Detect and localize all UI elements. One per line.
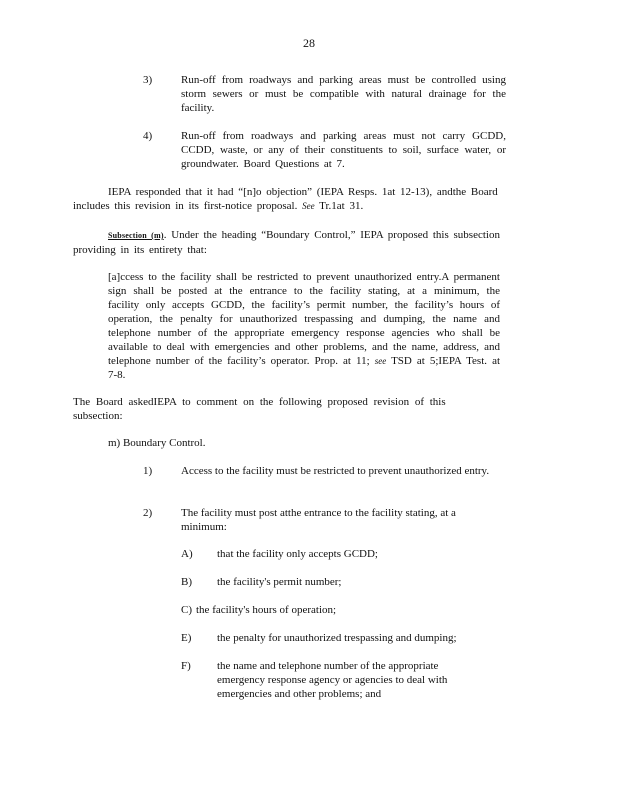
sub-item-text: the name and telephone number of the appropriate emergency response agency or agencies to deal with emergencies and other problems; and bbox=[217, 660, 448, 700]
citation-signal: See bbox=[302, 201, 315, 211]
paragraph-text: IEPA responded that it had “[n]o objection” (IEPA Resps. 1at 12-13), andthe Board includes this revision in its first-notice proposal. bbox=[73, 186, 498, 212]
paragraph-board-asked: The Board askedIEPA to comment on the following proposed revision of this subsection: bbox=[73, 396, 446, 422]
list-item-number: 2) bbox=[143, 507, 153, 519]
sub-item-number: C) bbox=[181, 604, 192, 616]
list-item-number: 4) bbox=[143, 130, 153, 142]
list-item-text: Run-off from roadways and parking areas must be controlled using storm sewers or must be compatible with natural drainage for the facility. bbox=[181, 74, 506, 114]
citation-signal: see bbox=[374, 356, 387, 366]
sub-item-number: E) bbox=[181, 632, 192, 644]
subsection-heading: m) Boundary Control. bbox=[108, 437, 206, 449]
quotation-text: [a]ccess to the facility shall be restricted to prevent unauthorized entry.A permanent sign shall be posted at the entrance to the facility stating, at a minimum, the facility only accepts GCDD, the facility’s permit number, the facility’s hours of operation, the penalty for unauthorized trespassing and dumping, the name and telephone number of the appropriate emergency response agencies who shall be available to deal with emergencies and other problems, and the name, address, and telephone number of the facility’s operator. Prop. at 11; bbox=[108, 271, 500, 367]
list-item-number: 3) bbox=[143, 74, 153, 86]
citation: Tr.1at 31. bbox=[319, 200, 364, 212]
sub-item-text: the facility's permit number; bbox=[217, 576, 342, 588]
quotation-citation: TSD at 5;IEPA Test. at 7-8. bbox=[108, 355, 501, 381]
list-item-text: The facility must post atthe entrance to the facility stating, at a minimum: bbox=[181, 507, 456, 533]
sub-item-number: A) bbox=[181, 548, 193, 560]
list-item-text: Run-off from roadways and parking areas must not carry GCDD, CCDD, waste, or any of their constituents to soil, surface water, or groundwater. Board Questions at 7. bbox=[181, 130, 506, 170]
subsection-label: Subsection (m) bbox=[108, 231, 164, 240]
list-item-text: Access to the facility must be restricted to prevent unauthorized entry. bbox=[181, 465, 490, 477]
paragraph-text: . Under the heading “Boundary Control,” IEPA proposed this subsection providing in its entirety that: bbox=[73, 229, 500, 256]
sub-item-number: B) bbox=[181, 576, 192, 588]
sub-item-text: the facility's hours of operation; bbox=[196, 604, 337, 616]
quotation-block bbox=[108, 270, 500, 382]
page-number: 28 bbox=[303, 36, 315, 50]
paragraph-iepa-response bbox=[73, 185, 513, 213]
sub-item-text: that the facility only accepts GCDD; bbox=[217, 548, 378, 560]
list-item-number: 1) bbox=[143, 465, 153, 477]
paragraph-subsection-m bbox=[73, 228, 533, 257]
sub-item-text: the penalty for unauthorized trespassing and dumping; bbox=[217, 632, 457, 644]
sub-item-number: F) bbox=[181, 660, 191, 672]
